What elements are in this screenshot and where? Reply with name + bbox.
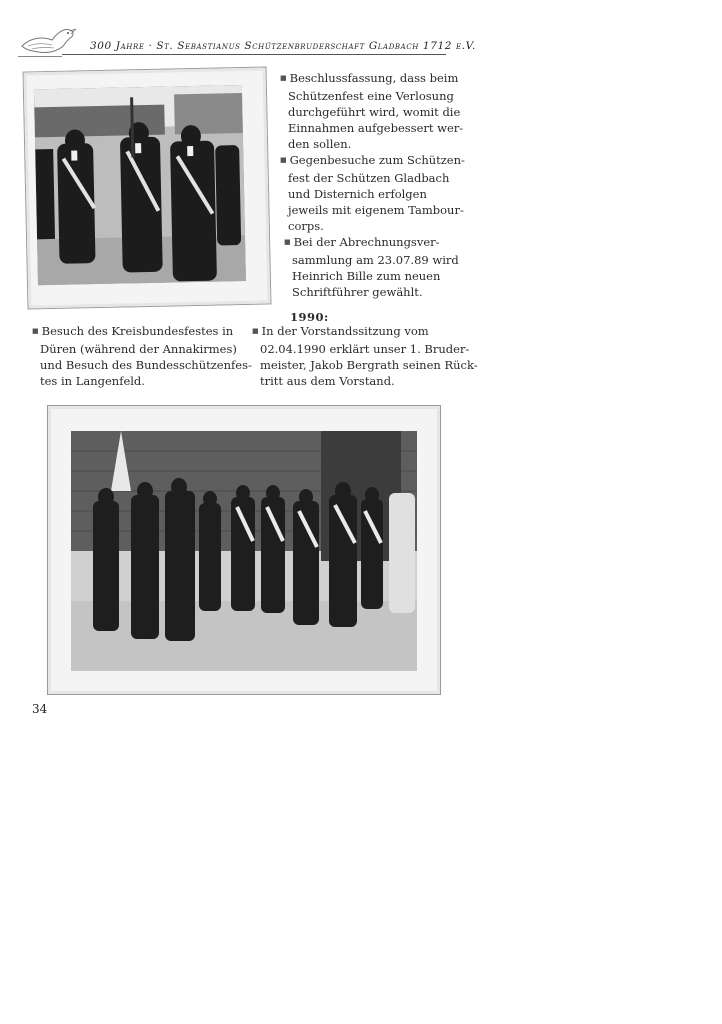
photo-parade-bottom-image xyxy=(71,431,417,671)
text-line: tes in Langenfeld. xyxy=(40,374,145,388)
text-line: ■ In der Vorstandssitzung vom xyxy=(252,323,448,341)
text-line: Düren (während der Annakirmes) xyxy=(40,342,237,356)
text-line: ■ Bei der Abrechnungsver- xyxy=(280,234,448,252)
text-line: tritt aus dem Vorstand. xyxy=(260,374,395,388)
text-line: meister, Jakob Bergrath seinen Rück- xyxy=(260,358,478,372)
right-column-text xyxy=(280,70,465,300)
text-line: corps. xyxy=(288,219,324,233)
list-item xyxy=(280,70,464,152)
text-line: Schriftführer gewählt. xyxy=(292,285,423,299)
text-line: ■ Besuch des Kreisbundesfestes in xyxy=(32,323,234,341)
text-line: und Besuch des Bundesschützenfes- xyxy=(40,358,252,372)
text-line: durchgeführt wird, womit die xyxy=(288,105,461,119)
left-bottom-text xyxy=(32,323,252,389)
text-line: Schützenfest eine Verlosung xyxy=(288,89,454,103)
photo-parade-top xyxy=(24,67,271,308)
text-line: ■ Gegenbesuche zum Schützen- xyxy=(280,152,448,170)
list-item xyxy=(280,234,459,300)
right-bottom-text xyxy=(252,323,478,389)
text-line: und Disternich erfolgen xyxy=(288,187,427,201)
photo-parade-bottom xyxy=(48,406,440,694)
running-header: 300 Jahre · St. Sebastianus Schützenbruderschaft Gladbach 1712 e.V. xyxy=(90,40,476,52)
text-line: jeweils mit eigenem Tambour- xyxy=(288,203,464,217)
list-item xyxy=(280,152,465,234)
text-line: ■ Beschlussfassung, dass beim xyxy=(280,70,448,88)
text-line: Heinrich Bille zum neuen xyxy=(292,269,441,283)
text-line: sammlung am 23.07.89 wird xyxy=(292,253,459,267)
year-heading: 1990: xyxy=(290,310,329,324)
text-line: Einnahmen aufgebessert wer- xyxy=(288,121,464,135)
text-line: fest der Schützen Gladbach xyxy=(288,171,450,185)
photo-parade-top-image xyxy=(34,85,246,285)
page-number: 34 xyxy=(32,702,48,716)
text-line: 02.04.1990 erklärt unser 1. Bruder- xyxy=(260,342,470,356)
text-line: den sollen. xyxy=(288,137,352,151)
header-rule xyxy=(62,54,446,55)
header-rule-left xyxy=(18,56,62,57)
